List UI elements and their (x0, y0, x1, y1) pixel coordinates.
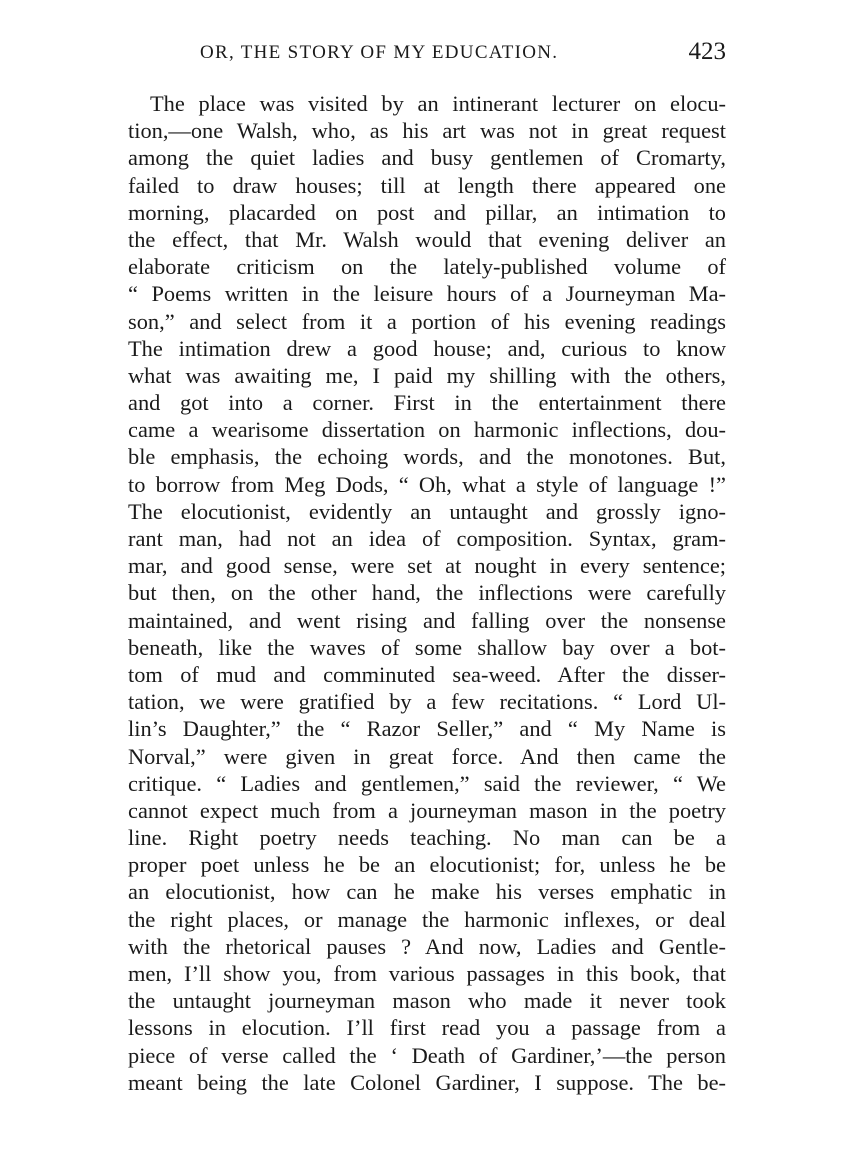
text-line: cannot expect much from a journeyman mason in the poetry (128, 797, 726, 823)
text-line: piece of verse called the ‘ Death of Gardiner,’—the person (128, 1042, 726, 1068)
text-line: an elocutionist, how can he make his verses emphatic in (128, 879, 726, 905)
text-line: failed to draw houses; till at length there appeared one (128, 172, 726, 198)
text-line: mar, and good sense, were set at nought in every sentence; (128, 553, 726, 579)
text-line: the untaught journeyman mason who made it never took (128, 988, 726, 1014)
body-paragraph (128, 90, 726, 1096)
text-line: rant man, had not an idea of composition. Syntax, gram- (128, 526, 726, 551)
text-line: son,” and select from it a portion of his evening readings (128, 308, 726, 334)
text-line: lin’s Daughter,” the “ Razor Seller,” and “ My Name is (128, 716, 726, 742)
text-line: morning, placarded on post and pillar, an intimation to (128, 199, 726, 225)
text-line: The elocutionist, evidently an untaught and grossly igno- (128, 498, 726, 524)
text-line: “ Poems written in the leisure hours of a Journeyman Ma- (128, 281, 726, 307)
text-line: tation, we were gratified by a few recitations. “ Lord Ul- (128, 689, 726, 715)
text-line: The intimation drew a good house; and, curious to know (128, 335, 726, 361)
text-line: tion,—one Walsh, who, as his art was not in great request (128, 118, 726, 144)
text-line: proper poet unless he be an elocutionist; for, unless he be (128, 852, 726, 878)
text-line: what was awaiting me, I paid my shilling with the others, (128, 362, 726, 388)
page-number: 423 (688, 38, 726, 65)
running-title: OR, THE STORY OF MY EDUCATION. (200, 42, 559, 63)
text-line: to borrow from Meg Dods, “ Oh, what a style of language !” (128, 471, 726, 497)
text-line: tom of mud and comminuted sea-weed. After the disser- (128, 661, 726, 687)
text-line: the right places, or manage the harmonic inflexes, or deal (128, 906, 726, 932)
page-header (128, 38, 726, 70)
text-line: and got into a corner. First in the entertainment there (128, 390, 726, 416)
text-line: men, I’ll show you, from various passages in this book, that (128, 961, 726, 986)
text-line: the effect, that Mr. Walsh would that evening deliver an (128, 226, 726, 252)
text-line: meant being the late Colonel Gardiner, I suppose. The be- (128, 1069, 726, 1095)
text-line: maintained, and went rising and falling over the nonsense (128, 607, 726, 633)
text-line: came a wearisome dissertation on harmonic inflections, dou- (128, 417, 726, 443)
text-line: elaborate criticism on the lately-published volume of (128, 254, 726, 280)
text-line: with the rhetorical pauses ? And now, Ladies and Gentle- (128, 933, 726, 959)
text-line: The place was visited by an intinerant lecturer on elocu- (150, 91, 726, 116)
text-line: critique. “ Ladies and gentlemen,” said the reviewer, “ We (128, 770, 726, 796)
text-line: beneath, like the waves of some shallow bay over a bot- (128, 634, 726, 660)
text-line: Norval,” were given in great force. And then came the (128, 743, 726, 769)
text-line: lessons in elocution. I’ll first read you a passage from a (128, 1015, 726, 1041)
text-line: among the quiet ladies and busy gentlemen of Cromarty, (128, 145, 726, 171)
text-line: ble emphasis, the echoing words, and the monotones. But, (128, 444, 726, 470)
text-line: but then, on the other hand, the inflections were carefully (128, 580, 726, 606)
text-line: line. Right poetry needs teaching. No man can be a (128, 825, 726, 851)
